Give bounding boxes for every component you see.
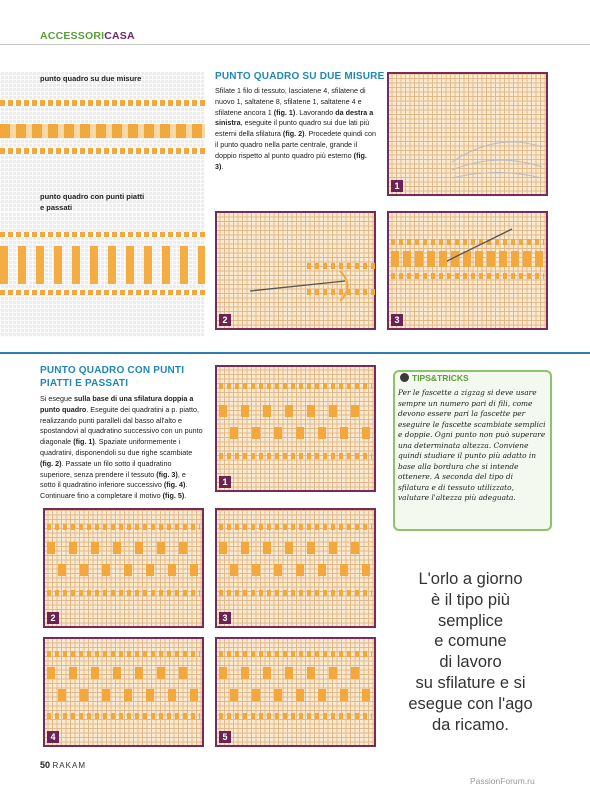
pull-quote: L'orlo a giorno è il tipo più semplice e comune di lavoro su sfilature e si esegue con l'ago da ricamo. [408,570,533,734]
stitch-row [47,689,200,701]
stitch-row [47,713,200,719]
figure-1-3 [387,211,548,330]
stitch-row [219,453,372,459]
needle-icon [245,266,355,306]
figure-number: 3 [219,612,231,624]
stitch-row [219,689,372,701]
section1-title: PUNTO QUADRO SU DUE MISURE [215,71,385,82]
figure-2-2 [43,508,204,628]
watermark: PassionForum.ru [470,776,535,786]
section2-body: Si esegue sulla base di una sfilatura doppia a punto quadro. Eseguite dei quadratini a p. piatto, realizzando punti paralleli dal basso all'alto e spostandovi al quadratino successivo con un punto diagonale (fig. 1). Spaziate uniformemente i quadratini, disponendoli su due righe scambiate (fig. 2). Passate un filo sotto il quadratino superiore, senza prendere il tessuto (fig. 3), e sotto il quadratino inferiore successivo (fig. 4). Continuare fino a completare il motivo (fig. 5). [40,394,203,501]
section-kicker [40,30,135,42]
section2-title-line2: PIATTI E PASSATI [40,378,129,389]
stitch-row [219,427,372,439]
figure-2-5 [215,637,376,747]
figure-2-4 [43,637,204,747]
figure-number: 2 [47,612,59,624]
stitch-row [219,713,372,719]
thread-lines [447,112,547,182]
figure-number: 2 [219,314,231,326]
stitch-row [47,524,200,530]
figure-number: 3 [391,314,403,326]
figure-number: 5 [219,731,231,743]
stitch-row [219,590,372,596]
thread-band [0,290,205,295]
stitch-row [47,542,200,554]
kicker-accessori: ACCESSORI [40,30,105,42]
figure-number: 1 [219,476,231,488]
figure-2-1 [215,365,376,492]
stitch-row [47,667,200,679]
photo-label-1: punto quadro su due misure [40,74,142,83]
header-rule [0,44,590,45]
thread-band [0,148,205,154]
tips-heading: TIPS&TRICKS [400,373,469,383]
kicker-casa: CASA [104,30,135,42]
needle-icon [427,221,517,281]
stitch-row [219,564,372,576]
figure-2-3 [215,508,376,628]
stitch-row [47,564,200,576]
figure-1-1 [387,72,548,196]
section-separator [0,352,590,354]
stitch-row [219,651,372,657]
section2-title-line1: PUNTO QUADRO CON PUNTI [40,365,185,376]
tips-text: Per le fascette a zigzag si deve usare sempre un numero pari di fili, come devono essere pari la fascette per eseguire le fascette scambiate semplici e doppie. Ogni punto non può superare una determinata altezza. Conviene quindi studiare il punto più adatto in base alla bordura che si intende ottenere. A seconda del tipo di sfilatura e di tessuto utilizzato, valutare l'altezza più adeguata. [398,388,546,502]
stitch-row [219,383,372,389]
stitch-row [47,651,200,657]
photo-label-2a: punto quadro con punti piatti [40,192,145,201]
thread-band [0,124,205,138]
figure-1-2 [215,211,376,330]
stitch-row [219,405,372,417]
page-number: 50 [40,760,51,770]
stitch-row [47,590,200,596]
stitch-row [219,542,372,554]
stitch-row [219,524,372,530]
magazine-name: RAKAM [52,761,86,770]
zigzag-pattern [0,246,205,284]
section1-body: Sfilate 1 filo di tessuto, lasciatene 4, sfilatene di nuovo 1, saltatene 8, sfilatene 1, saltatene 4 e sfilatene ancora 1 (fig. 1). Lavorando da destra a sinistra, eseguite il punto quadro sui due lati più esterni della sfilatura (fig. 2). Procedete quindi con il punto quadro nella parte centrale, grande il doppio rispetto al punto quadro più esterno (fig. 3). [215,86,377,171]
figure-number: 4 [47,731,59,743]
thread-band [0,232,205,237]
stitch-row [219,667,372,679]
figure-number: 1 [391,180,403,192]
photo-label-2b: e passati [40,203,73,212]
photo-punto-quadro-punti-piatti [0,212,205,337]
thread-band [0,100,205,106]
lightbulb-icon [400,373,409,382]
page-footer [40,760,86,770]
photo-punto-quadro-due-misure [0,72,205,212]
